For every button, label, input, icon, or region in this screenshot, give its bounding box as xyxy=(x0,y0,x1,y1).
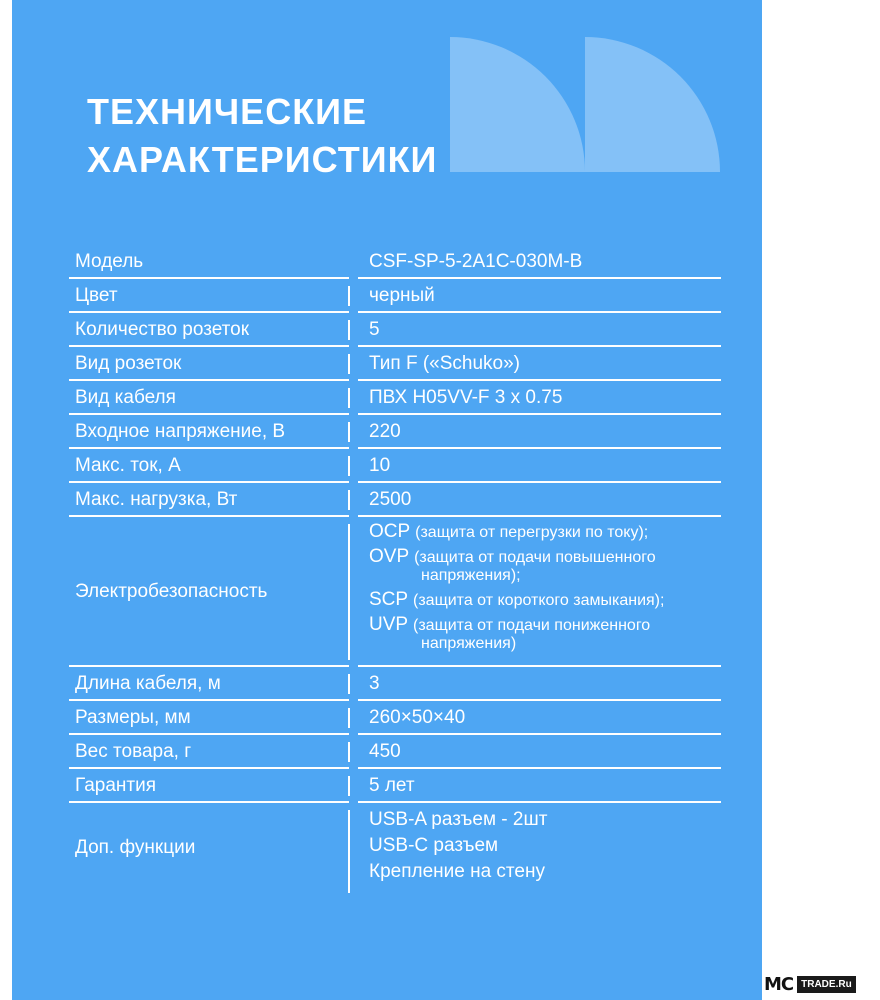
extra-item: Крепление на стену xyxy=(369,861,545,882)
spec-value: черный xyxy=(369,285,435,306)
safety-desc: (защита от перегрузки по току); xyxy=(415,524,649,541)
spec-value: 260×50×40 xyxy=(369,707,466,728)
spec-row-cable-type xyxy=(12,381,762,415)
title-line-1: ТЕХНИЧЕСКИЕ xyxy=(87,91,368,132)
spec-name: Гарантия xyxy=(75,775,157,796)
safety-desc: (защита от подачи пониженного xyxy=(413,617,651,634)
column-separator xyxy=(348,524,350,660)
spec-name: Количество розеток xyxy=(75,319,250,340)
extra-item: USB-A разъем - 2шт xyxy=(369,809,548,830)
safety-item xyxy=(369,616,722,653)
spec-row-safety xyxy=(12,517,762,667)
spec-value: 10 xyxy=(369,455,391,476)
safety-desc-cont: напряжения) xyxy=(421,635,517,652)
spec-name: Доп. функции xyxy=(75,837,196,858)
spec-name: Входное напряжение, В xyxy=(75,421,286,442)
spec-value: 5 xyxy=(369,319,380,340)
spec-name: Вид кабеля xyxy=(75,387,176,408)
safety-desc: (защита от подачи повышенного xyxy=(414,549,656,566)
spec-row-voltage xyxy=(12,415,762,449)
spec-row-outlets xyxy=(12,313,762,347)
column-separator xyxy=(348,388,350,408)
spec-value: 3 xyxy=(369,673,380,694)
spec-name: Цвет xyxy=(75,285,118,306)
spec-value: 450 xyxy=(369,741,401,762)
spec-value: CSF-SP-5-2A1C-030M-B xyxy=(369,251,583,272)
spec-row-extra-features xyxy=(12,803,762,893)
page-title xyxy=(87,88,437,184)
spec-name: Вид розеток xyxy=(75,353,182,374)
spec-name: Электробезопасность xyxy=(75,581,268,602)
spec-name: Вес товара, г xyxy=(75,741,192,762)
safety-abbr: SCP xyxy=(369,589,408,610)
column-separator xyxy=(348,490,350,510)
safety-abbr: OVP xyxy=(369,546,409,567)
spec-value: 2500 xyxy=(369,489,412,510)
column-separator xyxy=(348,286,350,306)
spec-name: Размеры, мм xyxy=(75,707,191,728)
column-separator xyxy=(348,742,350,762)
title-line-2: ХАРАКТЕРИСТИКИ xyxy=(87,139,438,180)
safety-item xyxy=(369,548,722,585)
column-separator xyxy=(348,320,350,340)
column-separator xyxy=(348,708,350,728)
column-separator xyxy=(348,810,350,893)
spec-value: 220 xyxy=(369,421,401,442)
spec-table xyxy=(12,245,762,893)
spec-name: Модель xyxy=(75,251,144,272)
safety-item xyxy=(369,591,722,610)
spec-row-max-load xyxy=(12,483,762,517)
spec-row-max-current xyxy=(12,449,762,483)
spec-value: ПВХ H05VV-F 3 x 0.75 xyxy=(369,387,563,408)
safety-abbr: OCP xyxy=(369,521,410,542)
logo-mc: MC xyxy=(764,973,794,995)
spec-row-outlet-type xyxy=(12,347,762,381)
mctrade-logo xyxy=(762,968,880,1000)
column-separator xyxy=(348,674,350,694)
spec-value: 5 лет xyxy=(369,775,415,796)
spec-row-model xyxy=(12,245,762,279)
spec-panel xyxy=(12,0,762,1000)
column-separator xyxy=(348,354,350,374)
spec-row-cable-length xyxy=(12,667,762,701)
extra-list xyxy=(369,803,722,893)
safety-desc: (защита от короткого замыкания); xyxy=(413,592,665,609)
column-separator xyxy=(348,422,350,442)
logo-trade: TRADE.Ru xyxy=(797,976,856,993)
spec-row-warranty xyxy=(12,769,762,803)
spec-name: Длина кабеля, м xyxy=(75,673,221,694)
safety-list xyxy=(369,517,722,667)
column-separator xyxy=(348,776,350,796)
spec-name: Макс. ток, А xyxy=(75,455,181,476)
spec-value: Тип F («Schuko») xyxy=(369,353,520,374)
extra-item: USB-C разъем xyxy=(369,835,499,856)
safety-item xyxy=(369,523,722,542)
spec-row-dimensions xyxy=(12,701,762,735)
spec-row-color xyxy=(12,279,762,313)
safety-desc-cont: напряжения); xyxy=(421,567,521,584)
spec-name: Макс. нагрузка, Вт xyxy=(75,489,238,510)
spec-row-weight xyxy=(12,735,762,769)
safety-abbr: UVP xyxy=(369,614,408,635)
column-separator xyxy=(348,456,350,476)
